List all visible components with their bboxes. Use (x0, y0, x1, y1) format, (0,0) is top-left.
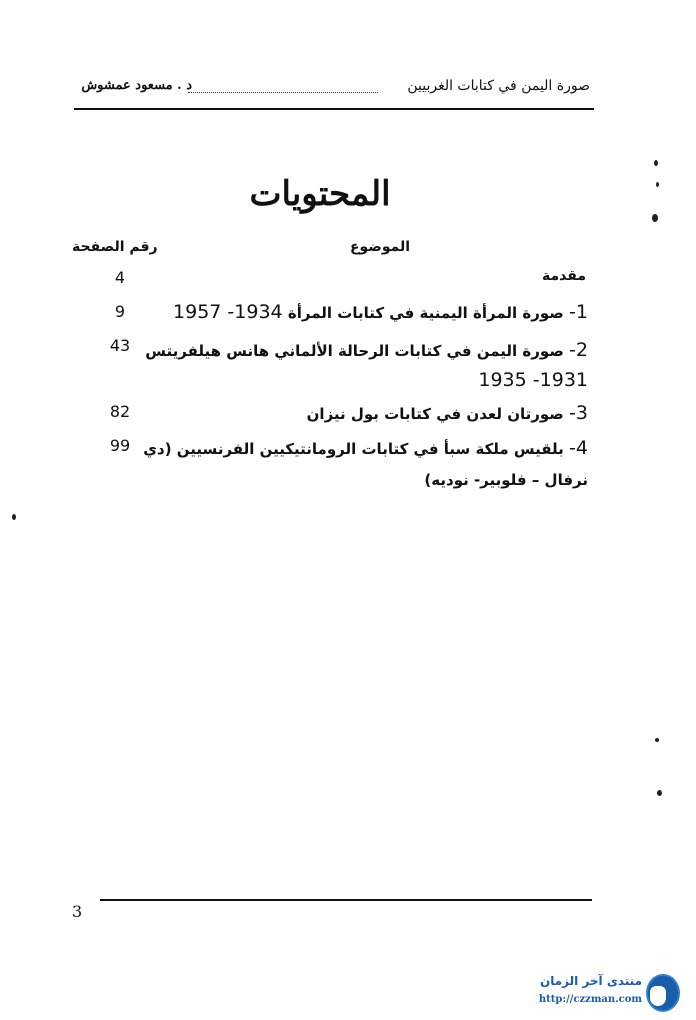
toc-entry-years: 1934- 1957 (173, 301, 283, 323)
toc-entry-2-continued (138, 362, 588, 399)
toc-entry-years: 1931- 1935 (478, 369, 588, 391)
toc-entry-number: 1- (569, 301, 588, 323)
toc-entry-number: 3- (569, 402, 588, 424)
watermark-url[interactable]: http://czzman.com (538, 994, 642, 1005)
page-number: 3 (72, 902, 83, 921)
watermark-name: منتدى آخر الزمان (540, 974, 642, 988)
toc-entry-page: 43 (109, 336, 131, 355)
running-header-title: صورة اليمن في كتابات الغربيين (407, 78, 590, 94)
toc-entry-page: 82 (109, 402, 131, 421)
scan-speck (12, 514, 16, 520)
footer-rule (100, 899, 592, 901)
toc-entry-title-continued: نرفال – فلوبير- نوديه) (424, 471, 588, 489)
header-rule (74, 108, 594, 110)
toc-entry-number: 4- (569, 437, 588, 459)
toc-entry-4-continued (138, 462, 588, 498)
toc-entry-number: 2- (569, 339, 588, 361)
toc-intro-label: مقدمة (542, 268, 586, 284)
toc-entry-page: 9 (114, 302, 126, 321)
scan-speck (652, 214, 658, 222)
toc-entry-title: صورتان لعدن في كتابات بول نيزان (306, 405, 564, 423)
toc-entry-title: صورة اليمن في كتابات الرحالة الألماني هانس هيلفريتس (145, 342, 564, 360)
scan-speck (656, 182, 659, 187)
scan-speck (655, 738, 659, 742)
scan-speck (654, 160, 658, 166)
toc-entry-1 (138, 294, 588, 331)
column-header-page: رقم الصفحة (72, 239, 158, 255)
header-dotted-leader (188, 92, 378, 93)
column-header-topic: الموضوع (349, 239, 411, 255)
toc-entry-page: 99 (109, 436, 131, 455)
scan-speck (657, 790, 662, 796)
page-title: المحتويات (249, 174, 391, 214)
toc-entry-title: صورة المرأة اليمنية في كتابات المرأة (287, 304, 564, 322)
watermark-logo[interactable] (534, 970, 684, 1016)
toc-entry-3 (138, 395, 588, 432)
running-header-author: د . مسعود عمشوش (81, 78, 192, 93)
shield-logo-icon (646, 974, 680, 1012)
toc-entry-title: بلقيس ملكة سبأ في كتابات الرومانتيكيين الفرنسيين (دي (143, 440, 564, 458)
toc-intro-page: 4 (114, 268, 126, 287)
